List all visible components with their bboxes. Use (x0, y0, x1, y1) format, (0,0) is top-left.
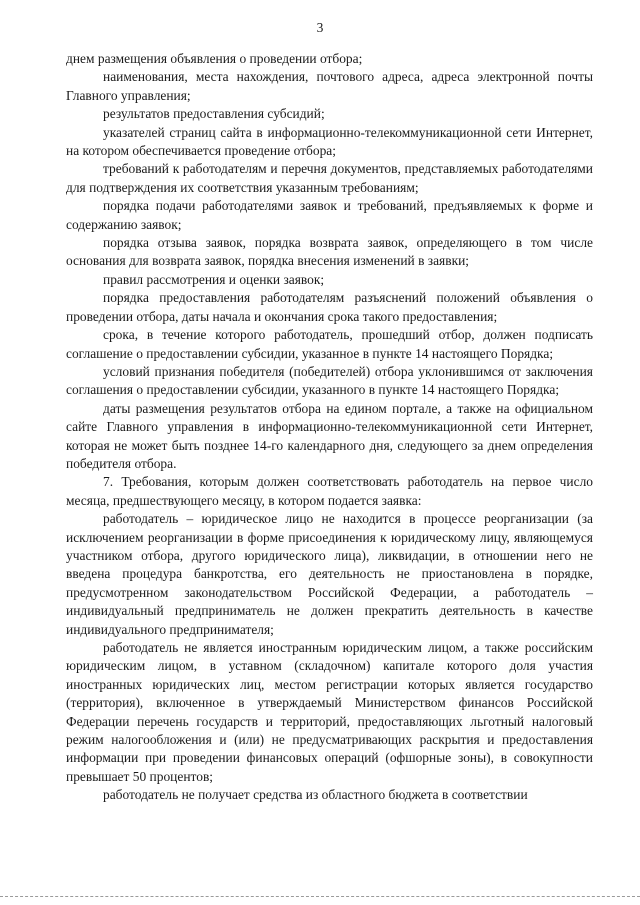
paragraph-evaluation-rules: правил рассмотрения и оценки заявок; (103, 271, 325, 287)
paragraph-no-regional-funds: работодатель не получает средства из областного бюджета в соответствии (103, 787, 528, 803)
paragraph-site-pages: указателей страниц сайта в информационно-телекоммуникационной сети Интернет, на котором обеспечивается проведение отбора; (66, 124, 593, 159)
paragraph-item-7: 7. Требования, которым должен соответствовать работодатель на первое число месяца, предшествующего месяцу, в котором подается заявка: (66, 474, 593, 508)
paragraph-results: результатов предоставления субсидий; (103, 106, 325, 122)
paragraph-signing-term: срока, в течение которого работодатель, прошедший отбор, должен подписать соглашение о предоставлении субсидии, указанное в пункте 14 настоящего Порядка; (66, 327, 593, 361)
paragraph-employer-requirements: требований к работодателям и перечня документов, представляемых работодателями для подтверждения их соответствия указанным требованиям; (66, 161, 593, 195)
document-body (66, 50, 593, 805)
page-number: 3 (316, 20, 324, 35)
bottom-scan-line (0, 896, 640, 897)
paragraph-withdrawal-procedure: порядка отзыва заявок, порядка возврата заявок, определяющего в том числе основания для возврата заявок, порядка внесения изменений в заявки; (66, 235, 593, 269)
paragraph-evasion-conditions: условий признания победителя (победителей) отбора уклонившимся от заключения соглашения о предоставлении субсидии, указанного в пункте 14 настоящего Порядка; (66, 363, 593, 398)
paragraph-clarifications: порядка предоставления работодателям разъяснений положений объявления о проведении отбора, даты начала и окончания срока такого предоставления; (66, 290, 593, 324)
paragraph-not-foreign-entity: работодатель не является иностранным юридическим лицом, а также российским юридическим лицом, в уставном (складочном) капитале которого доля участия иностранных юридических лиц, местом регистрации которых является государство (территория), включенное в утверждаемый Министерством финансов Российской Федерации перечень государств и территорий, предоставляющих льготный налоговый режим налогообложения и (или) не предусматривающих раскрытия и предоставления информации при проведении финансовых операций (офшорные зоны), в совокупности превышает 50 процентов; (66, 640, 593, 784)
paragraph-announcement-date: днем размещения объявления о проведении отбора; (66, 51, 363, 66)
paragraph-results-publication: даты размещения результатов отбора на едином портале, а также на официальном сайте Главного управления в информационно-телекоммуникационной сети Интернет, которая не может быть позднее 14-го календарного дня, следующего за днем определения победителя отбора. (66, 400, 593, 471)
paragraph-contacts: наименования, места нахождения, почтового адреса, адреса электронной почты Главного управления; (66, 69, 593, 103)
paragraph-no-reorganization: работодатель – юридическое лицо не находится в процессе реорганизации (за исключением реорганизации в форме присоединения к юридическому лицу, являющемуся участником отбора, другого юридического лица), ликвидации, в отношении него не введена процедура банкротства, его деятельность не приостановлена в порядке, предусмотренном законодательством Российской Федерации, а работодатель – индивидуальный предприниматель не должен прекратить деятельность в качестве индивидуального предпринимателя; (66, 511, 593, 637)
paragraph-application-procedure: порядка подачи работодателями заявок и требований, предъявляемых к форме и содержанию заявок; (66, 198, 593, 232)
